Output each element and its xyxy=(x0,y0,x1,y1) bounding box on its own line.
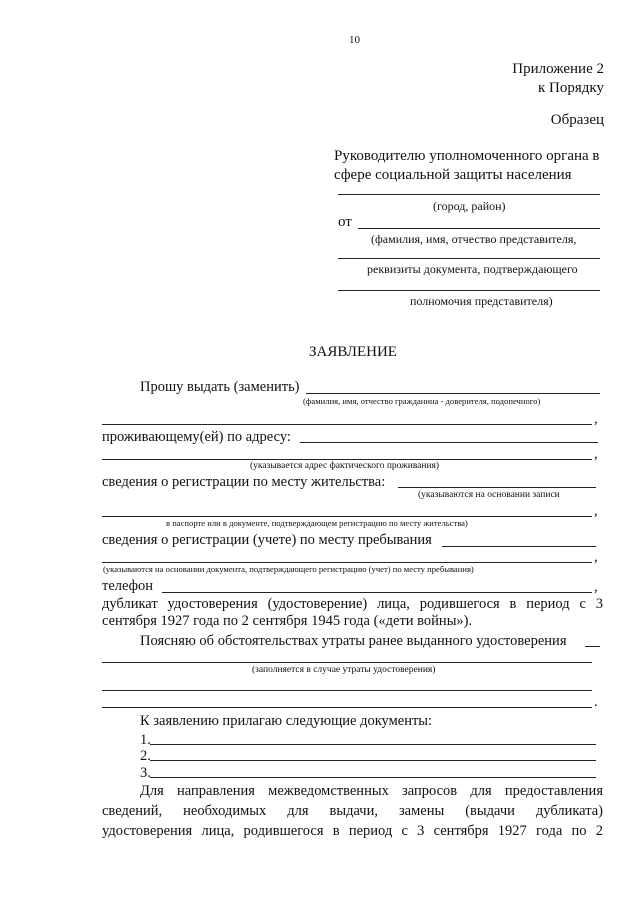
consent-line-2: сведений, необходимых для выдачи, замены (выдачи дубликата) xyxy=(102,803,603,819)
addressee-line-2: сфере социальной защиты населения xyxy=(334,167,572,183)
loss-hint: (заполняется в случае утраты удостоверения) xyxy=(252,665,436,675)
comma-1: , xyxy=(594,411,598,427)
phone-label: телефон xyxy=(102,578,154,594)
stay-hint: (указываются на основании документа, подтверждающего регистрацию (учет) по месту пребывания) xyxy=(103,564,474,574)
comma-5: , xyxy=(594,579,598,595)
phone-line[interactable] xyxy=(162,592,592,593)
page-number: 10 xyxy=(349,34,360,46)
address-line-1[interactable] xyxy=(300,442,598,443)
attachment-number-2: 2. xyxy=(140,748,151,764)
registration-line-1[interactable] xyxy=(398,487,596,488)
registration-hint-2: в паспорте или в документе, подтверждающем регистрацию по месту жительства) xyxy=(166,518,468,528)
attachment-number-3: 3. xyxy=(140,765,151,781)
representative-name-hint: (фамилия, имя, отчество представителя, xyxy=(371,232,577,246)
representative-authority-hint: полномочия представителя) xyxy=(410,294,553,308)
appendix-line-2: к Порядку xyxy=(538,80,604,96)
residing-label: проживающему(ей) по адресу: xyxy=(102,429,291,445)
stay-line-2[interactable] xyxy=(102,562,592,563)
registration-line-2[interactable] xyxy=(102,516,592,517)
attachment-line-1[interactable] xyxy=(150,744,596,745)
explain-line-3[interactable] xyxy=(102,690,592,691)
attach-label: К заявлению прилагаю следующие документы: xyxy=(140,713,433,729)
period-mark: . xyxy=(594,694,598,710)
sample-label: Образец xyxy=(550,112,604,128)
attachment-number-1: 1. xyxy=(140,732,151,748)
attachment-line-3[interactable] xyxy=(150,777,596,778)
representative-doc-hint: реквизиты документа, подтверждающего xyxy=(367,262,578,276)
citizen-name-hint: (фамилия, имя, отчество гражданина - доверителя, подопечного) xyxy=(303,396,541,406)
consent-line-1: Для направления межведомственных запросов для предоставления xyxy=(140,783,603,799)
comma-3: , xyxy=(594,503,598,519)
comma-4: , xyxy=(594,549,598,565)
representative-doc-line[interactable] xyxy=(338,258,600,259)
citizen-name-line-2[interactable] xyxy=(102,424,592,425)
attachment-line-2[interactable] xyxy=(150,760,596,761)
city-field-line[interactable] xyxy=(338,194,600,195)
addressee-line-1: Руководителю уполномоченного органа в xyxy=(334,148,600,164)
explain-label: Поясняю об обстоятельствах утраты ранее выданного удостоверения xyxy=(140,633,567,649)
citizen-name-line[interactable] xyxy=(306,393,600,394)
consent-line-3: удостоверения лица, родившегося в период с 3 сентября 1927 года по 2 xyxy=(102,823,603,839)
duplicate-line-1: дубликат удостоверения (удостоверение) лица, родившегося в период с 3 xyxy=(102,596,603,612)
from-label: от xyxy=(338,214,352,230)
stay-line-1[interactable] xyxy=(442,546,596,547)
registration-hint-1: (указываются на основании записи xyxy=(418,490,560,500)
request-label: Прошу выдать (заменить) xyxy=(140,379,300,395)
appendix-line-1: Приложение 2 xyxy=(512,61,604,77)
representative-authority-line[interactable] xyxy=(338,290,600,291)
explain-line-1[interactable] xyxy=(585,646,600,647)
explain-line-4[interactable] xyxy=(102,707,592,708)
representative-name-line[interactable] xyxy=(358,228,600,229)
address-hint: (указывается адрес фактического проживания) xyxy=(250,461,440,471)
comma-2: , xyxy=(594,446,598,462)
city-hint: (город, район) xyxy=(433,199,506,213)
registration-label: сведения о регистрации по месту жительства: xyxy=(102,474,386,490)
duplicate-line-2: сентября 1927 года по 2 сентября 1945 года («дети войны»). xyxy=(102,613,473,629)
document-title: ЗАЯВЛЕНИЕ xyxy=(309,344,397,360)
explain-line-2[interactable] xyxy=(102,662,592,663)
stay-label: сведения о регистрации (учете) по месту пребывания xyxy=(102,532,432,548)
